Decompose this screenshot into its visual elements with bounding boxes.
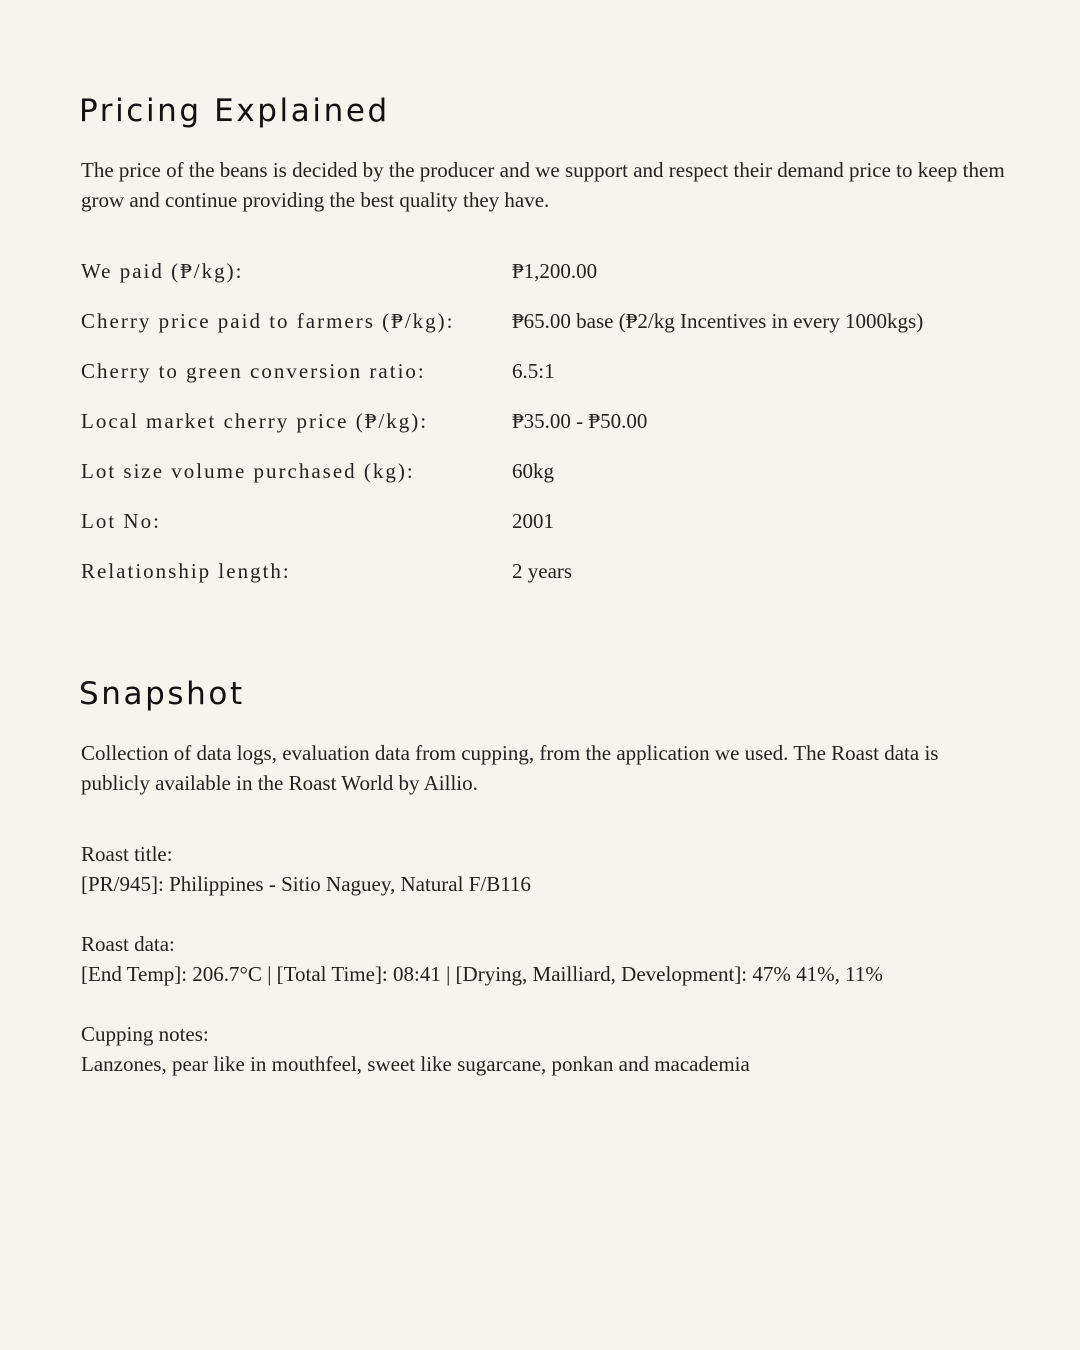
roast-title-block: [81, 839, 1011, 899]
pricing-row-label: We paid (₱/kg):: [81, 259, 244, 283]
roast-title-label: Roast title:: [81, 842, 173, 866]
roast-data-block: [81, 929, 1011, 989]
pricing-row-lot-size: [81, 456, 1011, 506]
pricing-row-label: Lot size volume purchased (kg):: [81, 459, 415, 483]
pricing-row-label: Relationship length:: [81, 559, 291, 583]
pricing-table: [81, 256, 1011, 606]
cupping-notes-value: Lanzones, pear like in mouthfeel, sweet like sugarcane, ponkan and macademia: [81, 1052, 750, 1076]
pricing-row-label: Cherry to green conversion ratio:: [81, 359, 426, 383]
roast-data-label: Roast data:: [81, 932, 175, 956]
roast-title-value: [PR/945]: Philippines - Sitio Naguey, Natural F/B116: [81, 872, 531, 896]
pricing-row-value: 2 years: [512, 559, 573, 583]
pricing-row-we-paid: [81, 256, 1011, 306]
pricing-row-cherry-price: [81, 306, 1011, 356]
snapshot-intro: Collection of data logs, evaluation data from cupping, from the application we used. The Roast data is publicly available in the Roast World by Aillio.: [81, 741, 939, 795]
pricing-row-lot-no: [81, 506, 1011, 556]
roast-data-value: [End Temp]: 206.7°C | [Total Time]: 08:41 | [Drying, Mailliard, Development]: 47% 41%, 11%: [81, 962, 883, 986]
pricing-row-conversion-ratio: [81, 356, 1011, 406]
pricing-row-value: 6.5:1: [512, 359, 555, 383]
pricing-row-label: Lot No:: [81, 509, 161, 533]
pricing-row-local-market-price: [81, 406, 1011, 456]
pricing-row-relationship-length: [81, 556, 1011, 606]
pricing-title: Pricing Explained: [79, 93, 390, 129]
pricing-row-value: ₱65.00 base (₱2/kg Incentives in every 1000kgs): [512, 309, 924, 333]
snapshot-title: Snapshot: [79, 676, 245, 712]
cupping-notes-label: Cupping notes:: [81, 1022, 209, 1046]
pricing-row-value: ₱1,200.00: [512, 259, 598, 283]
pricing-intro: The price of the beans is decided by the producer and we support and respect their demand price to keep them grow and continue providing the best quality they have.: [81, 158, 1005, 212]
pricing-row-label: Cherry price paid to farmers (₱/kg):: [81, 309, 455, 333]
pricing-row-label: Local market cherry price (₱/kg):: [81, 409, 429, 433]
pricing-row-value: 2001: [512, 509, 554, 533]
pricing-row-value: ₱35.00 - ₱50.00: [512, 409, 648, 433]
cupping-notes-block: [81, 1019, 1011, 1079]
pricing-row-value: 60kg: [512, 459, 554, 483]
